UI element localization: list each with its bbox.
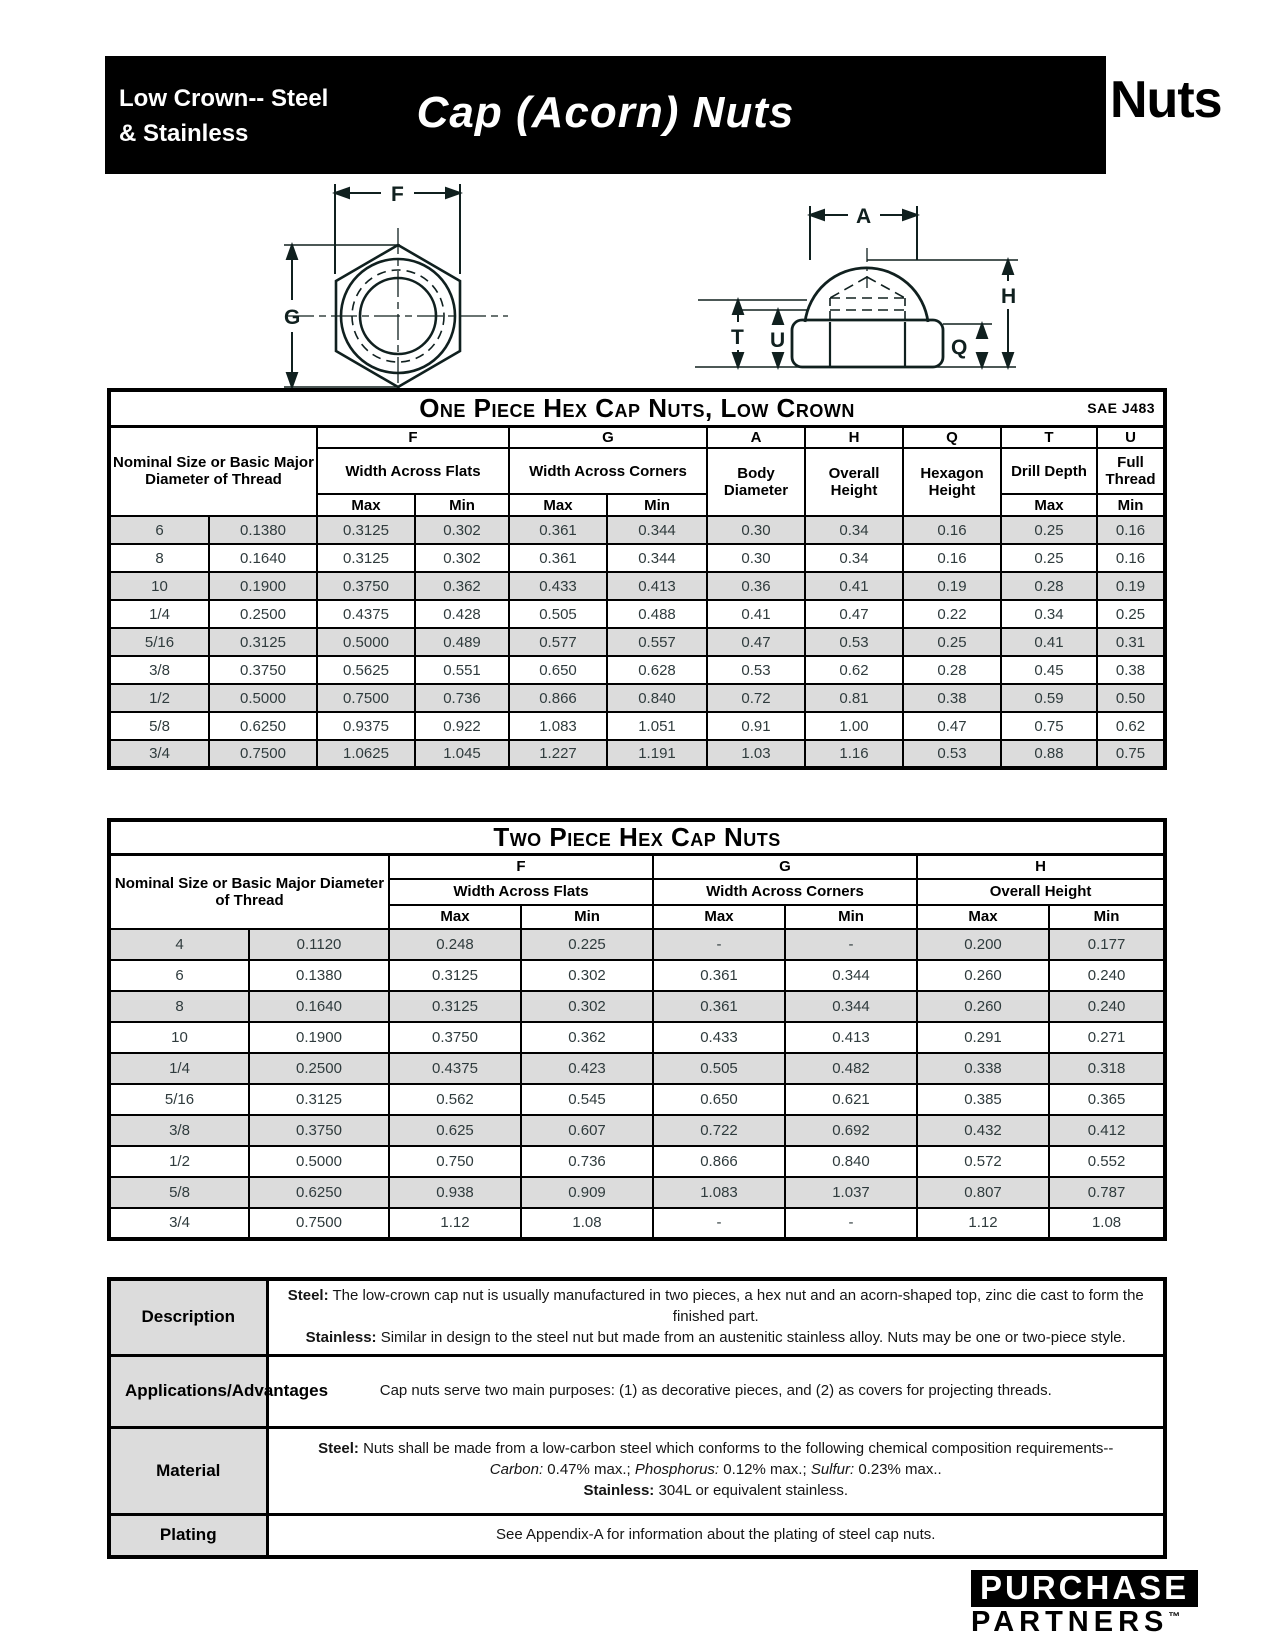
table-cell: 0.30	[707, 544, 805, 572]
table-cell: 0.16	[903, 516, 1001, 544]
nominal-size-header: Nominal Size or Basic Major Diameter of Thread	[109, 855, 389, 929]
table-row	[109, 960, 1165, 991]
table-cell: 0.412	[1049, 1115, 1165, 1146]
table-cell: 8	[109, 991, 249, 1022]
table-cell: 0.25	[903, 628, 1001, 656]
table-cell: 1.12	[917, 1208, 1049, 1239]
table-cell: 0.9375	[317, 712, 415, 740]
table-cell: 1.0625	[317, 740, 415, 768]
logo-line1: PURCHASE	[971, 1570, 1198, 1607]
table-cell: 0.291	[917, 1022, 1049, 1053]
table-cell: 0.5000	[249, 1146, 389, 1177]
table-row	[109, 628, 1165, 656]
table-cell: 0.200	[917, 929, 1049, 960]
table-cell: 10	[109, 1022, 249, 1053]
table-cell: 0.4375	[317, 600, 415, 628]
arrowhead-up	[287, 245, 297, 259]
description-label: Description	[109, 1279, 267, 1355]
table-cell: 3/8	[109, 1115, 249, 1146]
table-cell: 0.50	[1097, 684, 1165, 712]
col-name-drill-depth: Drill Depth	[1001, 448, 1097, 494]
table-cell: 1.051	[607, 712, 707, 740]
table-row	[109, 991, 1165, 1022]
table-cell: 0.2500	[249, 1053, 389, 1084]
table-cell: 0.19	[903, 572, 1001, 600]
col-letter-h: H	[805, 426, 903, 448]
dim-label-f: F	[391, 183, 404, 206]
table-cell: 0.240	[1049, 960, 1165, 991]
table-cell: 1.227	[509, 740, 607, 768]
table-cell: 0.7500	[209, 740, 317, 768]
table-cell: 0.489	[415, 628, 509, 656]
table-cell: 0.621	[785, 1084, 917, 1115]
table-cell: 0.260	[917, 960, 1049, 991]
dim-label-q: Q	[951, 336, 968, 359]
table-cell: 1/2	[109, 1146, 249, 1177]
table-cell: 0.362	[415, 572, 509, 600]
table-cell: 0.4375	[389, 1053, 521, 1084]
table-cell: 0.62	[805, 656, 903, 684]
table-cell: 0.19	[1097, 572, 1165, 600]
category-label: Nuts	[1110, 71, 1222, 129]
table-cell: 0.607	[521, 1115, 653, 1146]
table-cell: 1.083	[509, 712, 607, 740]
table-row	[109, 712, 1165, 740]
table-title-cell	[109, 820, 1165, 855]
table-cell: 0.385	[917, 1084, 1049, 1115]
table-cell: 0.53	[707, 656, 805, 684]
product-info-table	[107, 1277, 1167, 1559]
col-name-width-across-corners: Width Across Corners	[509, 448, 707, 494]
table-cell: 0.28	[903, 656, 1001, 684]
table-cell: 0.302	[521, 991, 653, 1022]
table-cell: 0.807	[917, 1177, 1049, 1208]
table-cell: 0.38	[903, 684, 1001, 712]
table-cell: 1.00	[805, 712, 903, 740]
table-cell: 0.1640	[249, 991, 389, 1022]
table-cell: 0.62	[1097, 712, 1165, 740]
g-max-header: Max	[653, 905, 785, 929]
table-cell: 5/8	[109, 712, 209, 740]
table-cell: 0.650	[653, 1084, 785, 1115]
table-cell: 0.551	[415, 656, 509, 684]
table-cell: 0.1900	[209, 572, 317, 600]
table-cell: 0.16	[1097, 516, 1165, 544]
table-cell: 3/4	[109, 740, 209, 768]
table-cell: 3/4	[109, 1208, 249, 1239]
material-content	[267, 1427, 1165, 1514]
table-cell: 0.36	[707, 572, 805, 600]
table-one-title: One Piece Hex Cap Nuts, Low Crown	[419, 392, 855, 423]
f-max-header: Max	[317, 494, 415, 516]
info-text-line: Steel: The low-crown cap nut is usually manufactured in two pieces, a hex nut and an acorn-shaped top, zinc die cast to form the finished part.	[287, 1287, 1144, 1325]
table-cell: 0.840	[785, 1146, 917, 1177]
trademark-symbol: ™	[1168, 1609, 1181, 1624]
table-cell: 5/16	[109, 628, 209, 656]
table-cell: 0.1120	[249, 929, 389, 960]
table-cell: 0.318	[1049, 1053, 1165, 1084]
table-row	[109, 684, 1165, 712]
table-cell: 8	[109, 544, 209, 572]
arrowhead-down	[287, 373, 297, 387]
plating-content	[267, 1514, 1165, 1557]
table-cell: 0.3125	[389, 991, 521, 1022]
table-cell: 4	[109, 929, 249, 960]
table-title-row	[109, 390, 1165, 426]
table-cell: 0.41	[1001, 628, 1097, 656]
product-line-1: Low Crown-- Steel	[119, 85, 329, 112]
table-cell: 0.3125	[317, 544, 415, 572]
table-cell: 0.22	[903, 600, 1001, 628]
table-cell: 0.736	[521, 1146, 653, 1177]
h-min-header: Min	[1049, 905, 1165, 929]
table-cell: 0.45	[1001, 656, 1097, 684]
table-cell: 0.1380	[209, 516, 317, 544]
arrowhead-left	[335, 188, 349, 198]
table-cell: 0.938	[389, 1177, 521, 1208]
table-cell: 0.344	[607, 516, 707, 544]
product-line-2: & Stainless	[119, 119, 249, 147]
table-cell: 0.248	[389, 929, 521, 960]
table-cell: -	[785, 1208, 917, 1239]
col-name-hexagon-height: Hexagon Height	[903, 448, 1001, 516]
table-cell: 0.692	[785, 1115, 917, 1146]
u-min-header: Min	[1097, 494, 1165, 516]
table-cell: 0.922	[415, 712, 509, 740]
table-cell: 0.428	[415, 600, 509, 628]
table-cell: 0.3750	[317, 572, 415, 600]
cap-nut-side-view-diagram	[680, 176, 1040, 394]
table-cell: 1/2	[109, 684, 209, 712]
col-letter-h: H	[917, 855, 1165, 879]
table-cell: 0.3125	[209, 628, 317, 656]
info-text-line: Stainless: 304L or equivalent stainless.	[583, 1481, 849, 1499]
table-cell: 0.3750	[249, 1115, 389, 1146]
page-title: Cap (Acorn) Nuts	[416, 88, 795, 137]
table-cell: 0.625	[389, 1115, 521, 1146]
table-cell: 0.1900	[249, 1022, 389, 1053]
hex-nut-front-view-diagram	[250, 176, 540, 394]
info-row-material	[109, 1427, 1165, 1514]
table-cell: 0.25	[1001, 516, 1097, 544]
dim-label-g: G	[284, 306, 301, 329]
logo-line2	[971, 1607, 1198, 1637]
f-max-header: Max	[389, 905, 521, 929]
info-text-line: See Appendix-A for information about the plating of steel cap nuts.	[496, 1525, 936, 1543]
table-cell: 0.225	[521, 929, 653, 960]
hex-base-profile	[792, 320, 943, 367]
table-cell: 0.572	[917, 1146, 1049, 1177]
table-cell: 0.3125	[389, 960, 521, 991]
table-cell: 0.362	[521, 1022, 653, 1053]
table-row	[109, 1208, 1165, 1239]
table-cell: 0.365	[1049, 1084, 1165, 1115]
table-cell: 0.344	[785, 960, 917, 991]
applications-content	[267, 1355, 1165, 1427]
table-cell: 0.361	[653, 991, 785, 1022]
col-name-full-thread: Full Thread	[1097, 448, 1165, 494]
table-cell: 0.34	[805, 516, 903, 544]
table-cell: 0.344	[607, 544, 707, 572]
table-cell: 0.41	[805, 572, 903, 600]
table-cell: 0.750	[389, 1146, 521, 1177]
table-cell: 0.88	[1001, 740, 1097, 768]
table-cell: 0.423	[521, 1053, 653, 1084]
table-cell: 0.25	[1001, 544, 1097, 572]
sae-standard-ref: SAE J483	[1087, 400, 1156, 417]
col-letter-q: Q	[903, 426, 1001, 448]
g-min-header: Min	[785, 905, 917, 929]
table-row	[109, 1177, 1165, 1208]
table-cell: 0.260	[917, 991, 1049, 1022]
table-cell: 0.505	[509, 600, 607, 628]
table-cell: 3/8	[109, 656, 209, 684]
info-row-plating	[109, 1514, 1165, 1557]
table-cell: 0.302	[521, 960, 653, 991]
table-cell: 0.557	[607, 628, 707, 656]
table-row	[109, 1022, 1165, 1053]
table-cell: 0.3125	[317, 516, 415, 544]
table-cell: -	[653, 1208, 785, 1239]
table-cell: 0.7500	[317, 684, 415, 712]
t-max-header: Max	[1001, 494, 1097, 516]
table-cell: 0.432	[917, 1115, 1049, 1146]
table-cell: 0.34	[1001, 600, 1097, 628]
table-cell: 0.6250	[249, 1177, 389, 1208]
table-cell: 1.08	[521, 1208, 653, 1239]
description-content	[267, 1279, 1165, 1355]
table-cell: 0.25	[1097, 600, 1165, 628]
table-cell: 0.30	[707, 516, 805, 544]
table-cell: 0.787	[1049, 1177, 1165, 1208]
table-cell: 0.31	[1097, 628, 1165, 656]
dim-label-h: H	[1001, 285, 1017, 308]
plating-label: Plating	[109, 1514, 267, 1557]
table-cell: 0.38	[1097, 656, 1165, 684]
table-cell: 1.12	[389, 1208, 521, 1239]
table-cell: 0.271	[1049, 1022, 1165, 1053]
info-text-line: Stainless: Similar in design to the steel nut but made from an austenitic stainless alloy. Nuts may be one or two-piece style.	[305, 1328, 1126, 1346]
applications-label: Applications/Advantages	[109, 1355, 267, 1427]
info-text-line: Steel: Nuts shall be made from a low-carbon steel which conforms to the following chemical composition requirements--	[318, 1440, 1114, 1458]
table-cell: 0.3750	[389, 1022, 521, 1053]
table-row	[109, 1115, 1165, 1146]
table-cell: 10	[109, 572, 209, 600]
table-cell: 1.037	[785, 1177, 917, 1208]
arrowhead-right	[446, 188, 460, 198]
table-cell: 0.909	[521, 1177, 653, 1208]
table-cell: 0.75	[1097, 740, 1165, 768]
table-cell: -	[785, 929, 917, 960]
col-letter-u: U	[1097, 426, 1165, 448]
dim-label-u: U	[770, 329, 786, 352]
table-cell: 0.840	[607, 684, 707, 712]
table-row	[109, 1053, 1165, 1084]
col-name-body-diameter: Body Diameter	[707, 448, 805, 516]
table-cell: 0.53	[903, 740, 1001, 768]
table-cell: 0.361	[653, 960, 785, 991]
table-cell: 0.47	[707, 628, 805, 656]
table-cell: -	[653, 929, 785, 960]
table-cell: 0.628	[607, 656, 707, 684]
table-cell: 0.1640	[209, 544, 317, 572]
table-title-cell	[109, 390, 1165, 426]
info-row-applications	[109, 1355, 1165, 1427]
table-cell: 0.562	[389, 1084, 521, 1115]
table-cell: 1.191	[607, 740, 707, 768]
col-letter-g: G	[509, 426, 707, 448]
material-label: Material	[109, 1427, 267, 1514]
hex-nut-front-view-drawing	[250, 176, 540, 389]
nominal-size-header: Nominal Size or Basic Major Diameter of Thread	[109, 426, 317, 516]
table-cell: 0.240	[1049, 991, 1165, 1022]
table-two-title: Two Piece Hex Cap Nuts	[493, 822, 781, 852]
table-row	[109, 1084, 1165, 1115]
table-cell: 0.3750	[209, 656, 317, 684]
col-name-overall-height: Overall Height	[805, 448, 903, 516]
table-cell: 0.75	[1001, 712, 1097, 740]
col-letter-f: F	[317, 426, 509, 448]
table-cell: 0.482	[785, 1053, 917, 1084]
info-row-description	[109, 1279, 1165, 1355]
col-letter-t: T	[1001, 426, 1097, 448]
table-cell: 0.28	[1001, 572, 1097, 600]
g-max-header: Max	[509, 494, 607, 516]
table-title-row	[109, 820, 1165, 855]
table-cell: 0.59	[1001, 684, 1097, 712]
table-cell: 0.433	[509, 572, 607, 600]
table-cell: 0.488	[607, 600, 707, 628]
table-cell: 1.045	[415, 740, 509, 768]
table-cell: 0.47	[903, 712, 1001, 740]
table-row	[109, 929, 1165, 960]
purchase-partners-logo	[971, 1570, 1198, 1637]
table-cell: 0.34	[805, 544, 903, 572]
table-cell: 0.177	[1049, 929, 1165, 960]
f-min-header: Min	[521, 905, 653, 929]
table-cell: 0.552	[1049, 1146, 1165, 1177]
dimension-letter-row	[109, 426, 1165, 448]
table-cell: 0.302	[415, 516, 509, 544]
table-cell: 0.2500	[209, 600, 317, 628]
info-text-line: Carbon: 0.47% max.; Phosphorus: 0.12% max.; Sulfur: 0.23% max..	[489, 1461, 942, 1479]
dimension-letter-row	[109, 855, 1165, 879]
table-cell: 1.16	[805, 740, 903, 768]
two-piece-hex-cap-nuts-table	[107, 818, 1167, 1241]
col-name-width-across-flats: Width Across Flats	[317, 448, 509, 494]
table-cell: 0.5000	[317, 628, 415, 656]
table-cell: 5/16	[109, 1084, 249, 1115]
table-cell: 0.650	[509, 656, 607, 684]
table-cell: 0.413	[607, 572, 707, 600]
table-cell: 1.08	[1049, 1208, 1165, 1239]
table-cell: 0.722	[653, 1115, 785, 1146]
table-row	[109, 656, 1165, 684]
table-cell: 0.361	[509, 544, 607, 572]
table-cell: 0.302	[415, 544, 509, 572]
table-cell: 0.736	[415, 684, 509, 712]
col-letter-g: G	[653, 855, 917, 879]
table-cell: 5/8	[109, 1177, 249, 1208]
table-cell: 0.81	[805, 684, 903, 712]
table-row	[109, 740, 1165, 768]
info-text-line: Cap nuts serve two main purposes: (1) as decorative pieces, and (2) as covers for projecting threads.	[379, 1381, 1052, 1399]
col-letter-f: F	[389, 855, 653, 879]
cap-nut-side-view-drawing	[680, 176, 1040, 389]
dim-label-a: A	[856, 205, 872, 228]
one-piece-hex-cap-nuts-table	[107, 388, 1167, 770]
table-row	[109, 1146, 1165, 1177]
table-cell: 0.866	[509, 684, 607, 712]
g-min-header: Min	[607, 494, 707, 516]
table-cell: 1/4	[109, 1053, 249, 1084]
table-cell: 0.344	[785, 991, 917, 1022]
table-row	[109, 516, 1165, 544]
table-row	[109, 544, 1165, 572]
table-cell: 0.16	[903, 544, 1001, 572]
logo-partners-text: PARTNERS	[971, 1606, 1169, 1638]
table-cell: 0.413	[785, 1022, 917, 1053]
dim-label-t: T	[731, 326, 744, 349]
table-cell: 6	[109, 516, 209, 544]
table-cell: 1.083	[653, 1177, 785, 1208]
col-name-width-across-corners: Width Across Corners	[653, 879, 917, 905]
f-min-header: Min	[415, 494, 509, 516]
table-cell: 0.5625	[317, 656, 415, 684]
table-cell: 1/4	[109, 600, 209, 628]
table-cell: 0.5000	[209, 684, 317, 712]
table-row	[109, 572, 1165, 600]
col-name-overall-height: Overall Height	[917, 879, 1165, 905]
table-cell: 0.6250	[209, 712, 317, 740]
table-cell: 0.7500	[249, 1208, 389, 1239]
table-cell: 0.361	[509, 516, 607, 544]
table-cell: 0.16	[1097, 544, 1165, 572]
table-cell: 0.433	[653, 1022, 785, 1053]
table-cell: 0.1380	[249, 960, 389, 991]
h-max-header: Max	[917, 905, 1049, 929]
table-cell: 1.03	[707, 740, 805, 768]
table-cell: 0.41	[707, 600, 805, 628]
table-cell: 0.47	[805, 600, 903, 628]
table-cell: 0.338	[917, 1053, 1049, 1084]
table-cell: 0.53	[805, 628, 903, 656]
col-name-width-across-flats: Width Across Flats	[389, 879, 653, 905]
col-letter-a: A	[707, 426, 805, 448]
dome-profile	[805, 268, 928, 322]
table-cell: 0.91	[707, 712, 805, 740]
header-bar	[105, 56, 1106, 174]
table-cell: 6	[109, 960, 249, 991]
table-cell: 0.866	[653, 1146, 785, 1177]
table-cell: 0.577	[509, 628, 607, 656]
table-cell: 0.505	[653, 1053, 785, 1084]
table-cell: 0.3125	[249, 1084, 389, 1115]
table-cell: 0.72	[707, 684, 805, 712]
table-cell: 0.545	[521, 1084, 653, 1115]
table-row	[109, 600, 1165, 628]
